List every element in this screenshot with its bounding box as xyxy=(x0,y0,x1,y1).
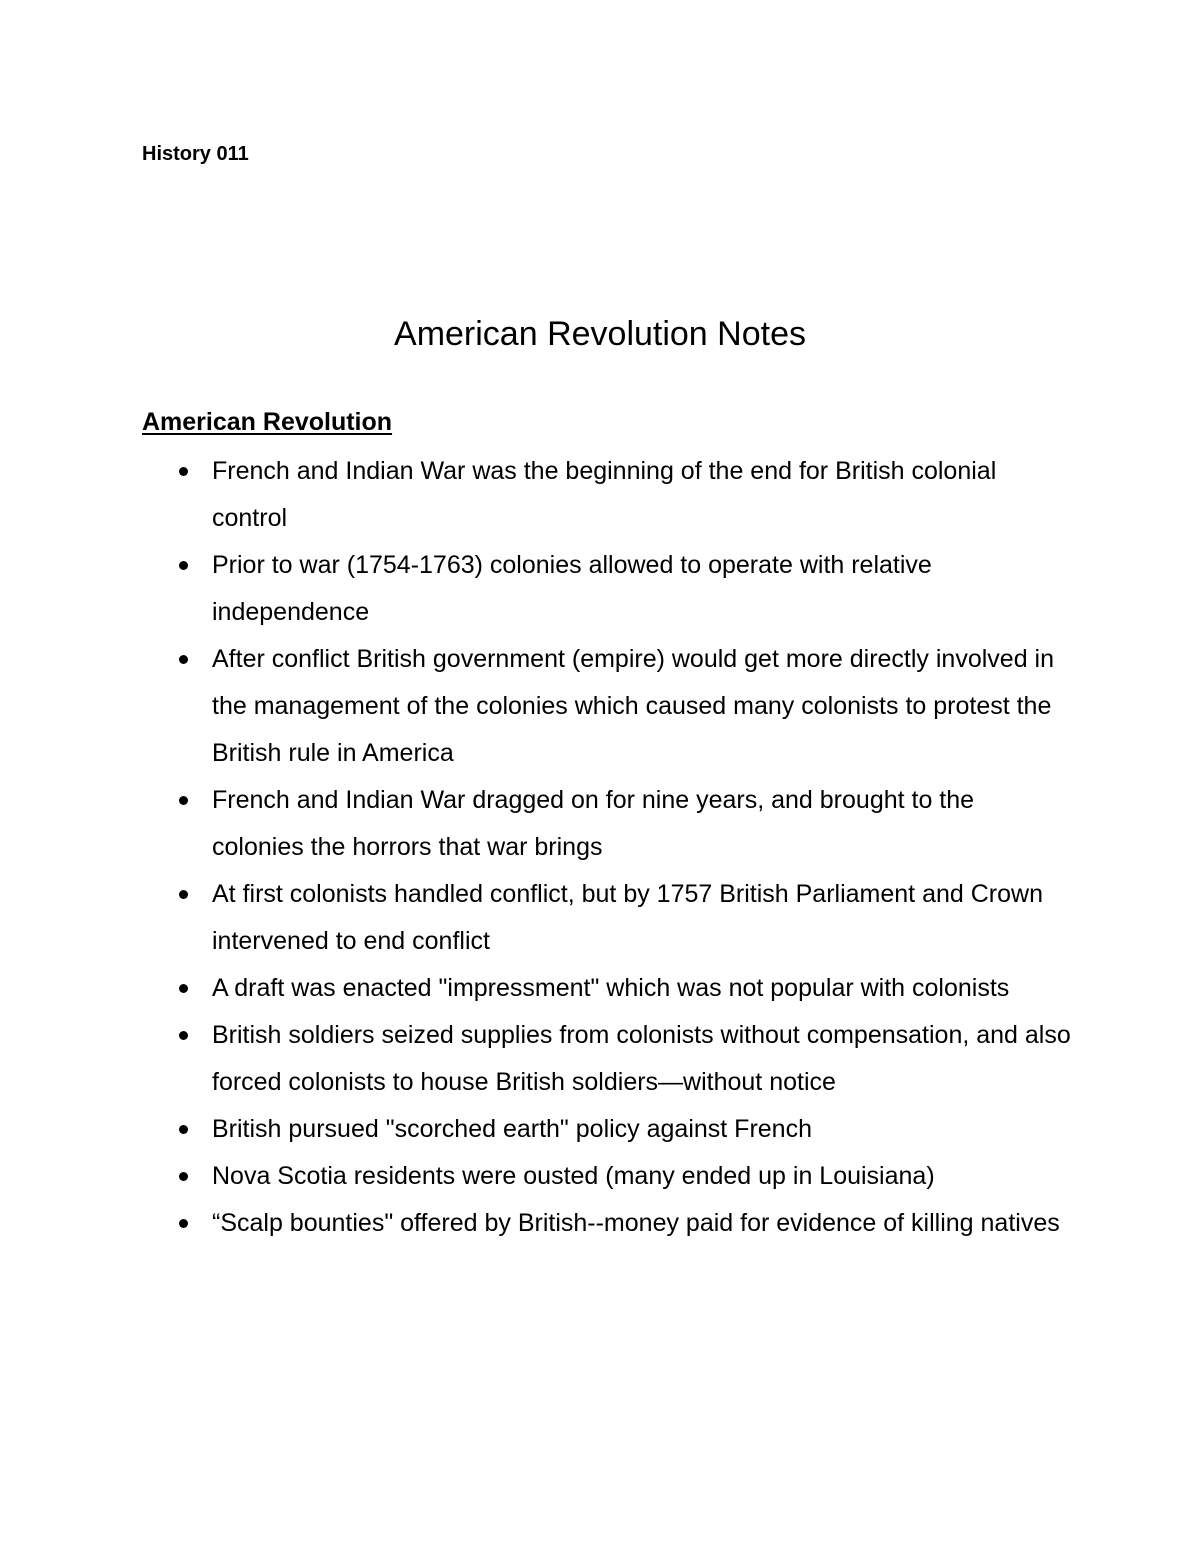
list-item xyxy=(212,1153,1072,1200)
bullet-list xyxy=(212,448,1072,1247)
list-item-text: “Scalp bounties" offered by British--money paid for evidence of killing natives xyxy=(212,1209,1060,1237)
bullet-icon xyxy=(179,1172,188,1181)
bullet-icon xyxy=(179,467,188,476)
list-item-text: French and Indian War was the beginning of the end for British colonial control xyxy=(212,457,997,532)
list-item xyxy=(212,871,1072,965)
course-label: History 011 xyxy=(142,143,249,165)
bullet-icon xyxy=(179,1031,188,1040)
list-item-text: Nova Scotia residents were ousted (many ended up in Louisiana) xyxy=(212,1162,935,1190)
list-item-text: Prior to war (1754-1763) colonies allowed to operate with relative independence xyxy=(212,551,932,626)
list-item-text: A draft was enacted "impressment" which was not popular with colonists xyxy=(212,974,1010,1002)
list-item xyxy=(212,636,1072,777)
bullet-icon xyxy=(179,561,188,570)
page-title: American Revolution Notes xyxy=(394,315,806,353)
list-item xyxy=(212,1012,1072,1106)
list-item-text: After conflict British government (empire) would get more directly involved in the management of the colonies which caused many colonists to protest the British rule in America xyxy=(212,645,1055,767)
list-item xyxy=(212,1106,1072,1153)
section-heading: American Revolution xyxy=(142,408,393,436)
list-item-text: French and Indian War dragged on for nine years, and brought to the colonies the horrors that war brings xyxy=(212,786,975,861)
bullet-icon xyxy=(179,1125,188,1134)
list-item-text: British pursued "scorched earth" policy against French xyxy=(212,1115,812,1143)
list-item xyxy=(212,542,1072,636)
bullet-icon xyxy=(179,984,188,993)
bullet-icon xyxy=(179,890,188,899)
bullet-icon xyxy=(179,1219,188,1228)
list-item xyxy=(212,777,1072,871)
list-item-text: At first colonists handled conflict, but by 1757 British Parliament and Crown intervened to end conflict xyxy=(212,880,1043,955)
list-item xyxy=(212,448,1072,542)
bullet-icon xyxy=(179,655,188,664)
list-item-text: British soldiers seized supplies from colonists without compensation, and also forced colonists to house British soldiers—without notice xyxy=(212,1021,1071,1096)
list-item xyxy=(212,965,1072,1012)
bullet-icon xyxy=(179,796,188,805)
list-item xyxy=(212,1200,1072,1247)
